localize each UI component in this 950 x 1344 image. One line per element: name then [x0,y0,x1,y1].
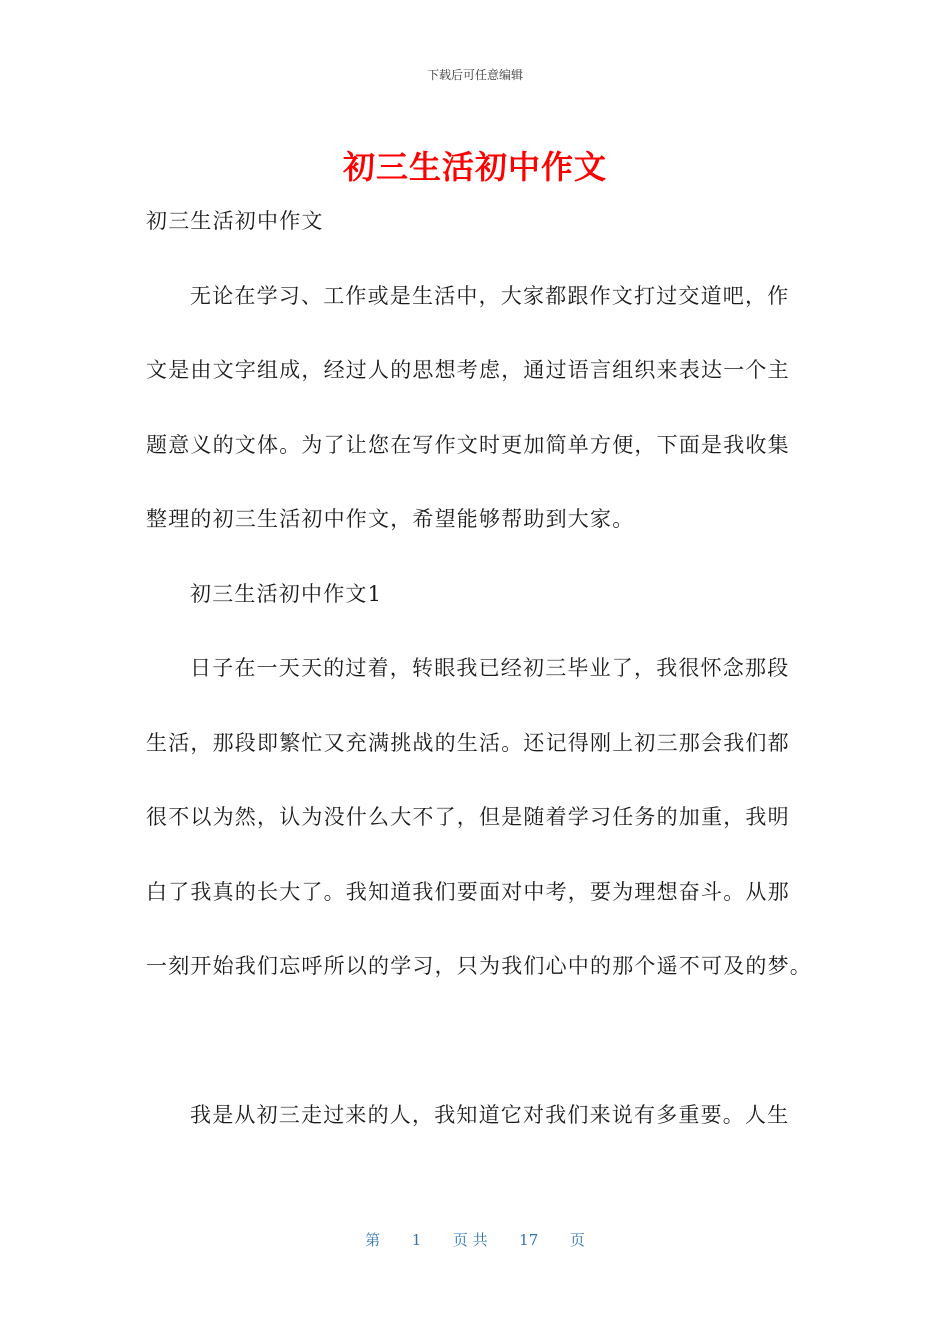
footer-prefix: 第 [365,1231,381,1249]
subtitle-line: 初三生活初中作文 [146,209,324,233]
page-footer [0,1229,950,1250]
paragraph-line: 我是从初三走过来的人，我知道它对我们来说有多重要。人生 [190,1103,790,1127]
header-note: 下载后可任意编辑 [426,68,523,82]
footer-mid: 页 共 [452,1231,488,1249]
footer-suffix: 页 [569,1231,585,1249]
document-title: 初三生活初中作文 [342,148,607,186]
paragraph-line: 日子在一天天的过着，转眼我已经初三毕业了，我很怀念那段 [190,656,790,680]
paragraph-line: 文是由文字组成，经过人的思想考虑，通过语言组织来表达一个主 [146,358,790,382]
paragraph-line: 题意义的文体。为了让您在写作文时更加简单方便，下面是我收集 [146,433,790,457]
paragraph-line: 一刻开始我们忘呼所以的学习，只为我们心中的那个遥不可及的梦。 [146,954,812,978]
section-heading: 初三生活初中作文1 [190,582,383,606]
paragraph-line: 生活，那段即繁忙又充满挑战的生活。还记得刚上初三那会我们都 [146,731,790,755]
footer-page-number: 1 [411,1231,422,1249]
paragraph-line: 很不以为然，认为没什么大不了，但是随着学习任务的加重，我明 [146,805,790,829]
paragraph-line: 整理的初三生活初中作文，希望能够帮助到大家。 [146,507,635,531]
paragraph-line: 白了我真的长大了。我知道我们要面对中考，要为理想奋斗。从那 [146,880,790,904]
paragraph-line: 无论在学习、工作或是生活中，大家都跟作文打过交道吧，作 [190,284,790,308]
footer-total-pages: 17 [519,1231,539,1249]
